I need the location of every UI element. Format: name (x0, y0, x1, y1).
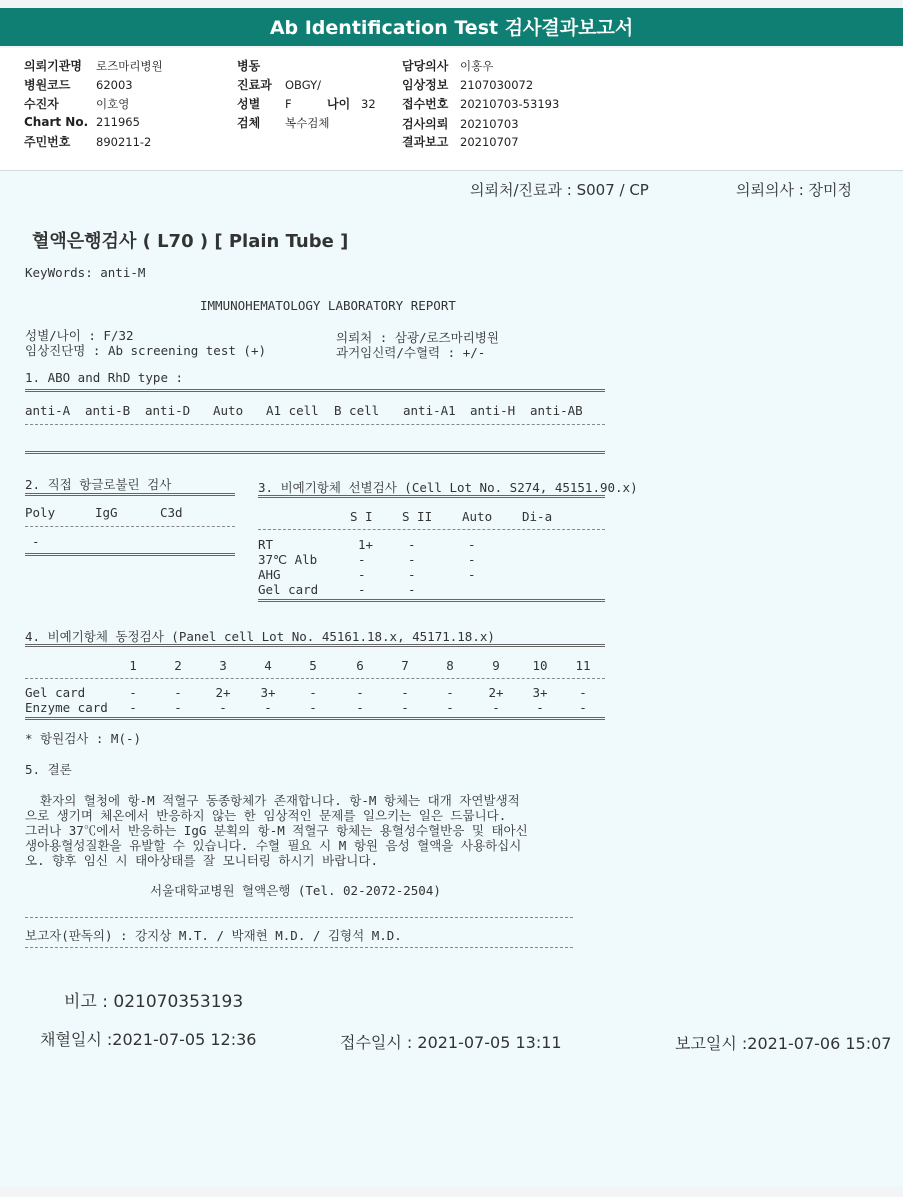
sec4-cell: - (401, 685, 409, 700)
doctor-field: 의뢰의사 : 장미정 (736, 181, 853, 199)
sec3-row-label: AHG (258, 567, 281, 582)
sec5-title: 5. 결론 (25, 762, 72, 777)
test-title: 혈액은행검사 ( L70 ) [ Plain Tube ] (32, 231, 349, 252)
sec1-rule-mid (25, 424, 605, 425)
info-hospital-code: 병원코드 62003 (24, 78, 133, 92)
sec1-header: anti-A (25, 403, 71, 418)
sec4-cell: - (174, 700, 182, 715)
patient-info-panel (0, 48, 903, 171)
sec1-header: anti-D (145, 403, 191, 418)
sec2-title: 2. 직접 항글로불린 검사 (25, 477, 172, 492)
sec3-header-dia: Di-a (522, 509, 553, 524)
antigen-test: * 항원검사 : M(-) (25, 731, 142, 746)
sec4-row-label: Gel card (25, 685, 86, 700)
sec3-rule-mid (258, 529, 605, 530)
sec4-rule-mid (25, 678, 605, 679)
sec1-header: anti-AB (530, 403, 583, 418)
sec4-cell: - (536, 700, 544, 715)
sec4-header: 2 (174, 658, 182, 673)
conclusion-line: 그러나 37℃에서 반응하는 IgG 분획의 항-M 적혈구 항체는 용혈성수혈반응 및 태아신 (25, 823, 528, 838)
sec1-header: anti-B (85, 403, 131, 418)
report-title-bar (0, 8, 903, 46)
keywords: KeyWords: anti-M (25, 265, 146, 280)
sec4-cell: - (356, 685, 364, 700)
info-department: 진료과 OBGY/ (237, 78, 321, 92)
sec1-title: 1. ABO and RhD type : (25, 370, 184, 385)
sec4-cell: - (401, 700, 409, 715)
reporter-rule-top (25, 917, 573, 918)
reporter-rule-bottom (25, 947, 573, 948)
sec3-row-label: 37℃ Alb (258, 552, 318, 567)
sec4-cell: - (579, 685, 587, 700)
sec2-rule-mid (25, 526, 235, 527)
sec4-cell: - (309, 685, 317, 700)
conclusion-line: 생아용혈성질환을 유발할 수 있습니다. 수혈 필요 시 M 항원 음성 혈액을 사용하십시 (25, 838, 522, 853)
conclusion-line: 환자의 혈청에 항-M 적혈구 동종항체가 존재합니다. 항-M 항체는 대개 자연발생적 (25, 793, 520, 808)
sec2-rule-top (25, 493, 235, 496)
sec3-rule-top (258, 495, 605, 498)
sec4-cell: - (264, 700, 272, 715)
sec1-header: A1 cell (266, 403, 319, 418)
sec3-row-label: Gel card (258, 582, 319, 597)
sec4-cell: 2+ (215, 685, 231, 700)
pregnancy-history: 과거임신력/수혈력 : +/- (336, 345, 486, 360)
sec3-row-label: RT (258, 537, 274, 552)
sec4-header: 11 (575, 658, 591, 673)
sec4-row-label: Enzyme card (25, 700, 108, 715)
conclusion-line: 오. 향후 임신 시 태아상태를 잘 모니터링 하시기 바랍니다. (25, 853, 378, 868)
requester: 의뢰처 : 삼광/로즈마리병원 (336, 330, 499, 345)
info-attending: 담당의사 이홍우 (402, 59, 494, 73)
sec3-header-auto: Auto (462, 509, 493, 524)
sec1-rule-top (25, 389, 605, 392)
sec4-header: 10 (532, 658, 548, 673)
sec3-cell: - (468, 567, 476, 582)
sec4-cell: - (446, 700, 454, 715)
sec1-header: Auto (213, 403, 244, 418)
sec2-header-igg: IgG (95, 505, 118, 520)
sec4-cell: 2+ (488, 685, 504, 700)
sec2-header-c3d: C3d (160, 505, 183, 520)
remark: 비고 : 021070353193 (64, 992, 244, 1012)
info-receipt-no: 접수번호 20210703-53193 (402, 97, 560, 111)
sec2-header-poly: Poly (25, 505, 56, 520)
info-institution: 의뢰기관명 로즈마리병원 (24, 59, 163, 73)
lab-report-title: IMMUNOHEMATOLOGY LABORATORY REPORT (200, 298, 456, 313)
sec4-header: 9 (492, 658, 500, 673)
report-title: Ab Identification Test 검사결과보고서 (269, 17, 634, 39)
sec3-cell: - (358, 582, 366, 597)
info-ward: 병동 (237, 59, 261, 73)
sec4-header: 7 (401, 658, 409, 673)
sec1-rule-bottom (25, 451, 605, 454)
sec4-cell: 3+ (260, 685, 276, 700)
info-sex: 성별 F (237, 97, 292, 111)
sec1-header: anti-A1 (403, 403, 456, 418)
reported-datetime: 보고일시 :2021-07-06 15:07 (675, 1034, 892, 1053)
sec4-cell: - (356, 700, 364, 715)
sec4-title: 4. 비예기항체 동정검사 (Panel cell Lot No. 45161.18.x, 45171.18.x) (25, 629, 495, 644)
reporter: 보고자(판독의) : 강지상 M.T. / 박재현 M.D. / 김형석 M.D. (25, 928, 402, 943)
sec4-header: 3 (219, 658, 227, 673)
collected-datetime: 채혈일시 :2021-07-05 12:36 (40, 1030, 257, 1049)
info-request-date: 검사의뢰 20210703 (402, 117, 519, 131)
sec4-cell: - (446, 685, 454, 700)
sec4-cell: - (492, 700, 500, 715)
sec4-header: 1 (129, 658, 137, 673)
lab-report (0, 171, 903, 1187)
sec3-cell: - (408, 537, 416, 552)
sex-age: 성별/나이 : F/32 (25, 328, 134, 343)
sec4-cell: - (579, 700, 587, 715)
dept-field: 의뢰처/진료과 : S007 / CP (470, 181, 649, 199)
sec3-cell: - (408, 552, 416, 567)
sec3-header-si: S I (350, 509, 373, 524)
conclusion-line: 으로 생기며 체온에서 반응하지 않는 한 임상적인 문제를 일으키는 일은 드뭅니다. (25, 808, 507, 823)
sec4-header: 6 (356, 658, 364, 673)
sec3-cell: - (468, 537, 476, 552)
sec3-rule-bottom (258, 599, 605, 602)
sec4-header: 5 (309, 658, 317, 673)
sec3-cell: 1+ (358, 537, 374, 552)
sec3-title: 3. 비예기항체 선별검사 (Cell Lot No. S274, 45151.90.x) (258, 480, 638, 495)
sec3-header-sii: S II (402, 509, 433, 524)
received-datetime: 접수일시 : 2021-07-05 13:11 (340, 1033, 562, 1052)
sec4-cell: - (174, 685, 182, 700)
info-report-date: 결과보고 20210707 (402, 135, 519, 149)
sec4-cell: 3+ (532, 685, 548, 700)
sec4-cell: - (219, 700, 227, 715)
sec4-rule-bottom (25, 717, 605, 720)
sec4-cell: - (309, 700, 317, 715)
sec3-cell: - (408, 582, 416, 597)
info-patient-name: 수진자 이호영 (24, 97, 130, 111)
sec4-cell: - (129, 700, 137, 715)
info-specimen: 검체 복수검체 (237, 116, 330, 130)
sec2-value: - (32, 534, 40, 549)
info-chart-no: Chart No. 211965 (24, 115, 140, 129)
sec3-cell: - (468, 552, 476, 567)
sec4-cell: - (129, 685, 137, 700)
sec4-rule-top (25, 644, 605, 647)
sec3-cell: - (408, 567, 416, 582)
sec4-header: 8 (446, 658, 454, 673)
hospital-contact: 서울대학교병원 혈액은행 (Tel. 02-2072-2504) (150, 883, 441, 898)
sec4-header: 4 (264, 658, 272, 673)
sec2-rule-bottom (25, 553, 235, 556)
sec3-cell: - (358, 552, 366, 567)
sec1-header: B cell (334, 403, 380, 418)
info-clinical: 임상정보 2107030072 (402, 78, 534, 92)
diagnosis: 임상진단명 : Ab screening test (+) (25, 343, 266, 358)
info-resident-no: 주민번호 890211-2 (24, 135, 152, 149)
sec3-cell: - (358, 567, 366, 582)
sec1-header: anti-H (470, 403, 516, 418)
info-age: 나이 32 (327, 97, 376, 111)
